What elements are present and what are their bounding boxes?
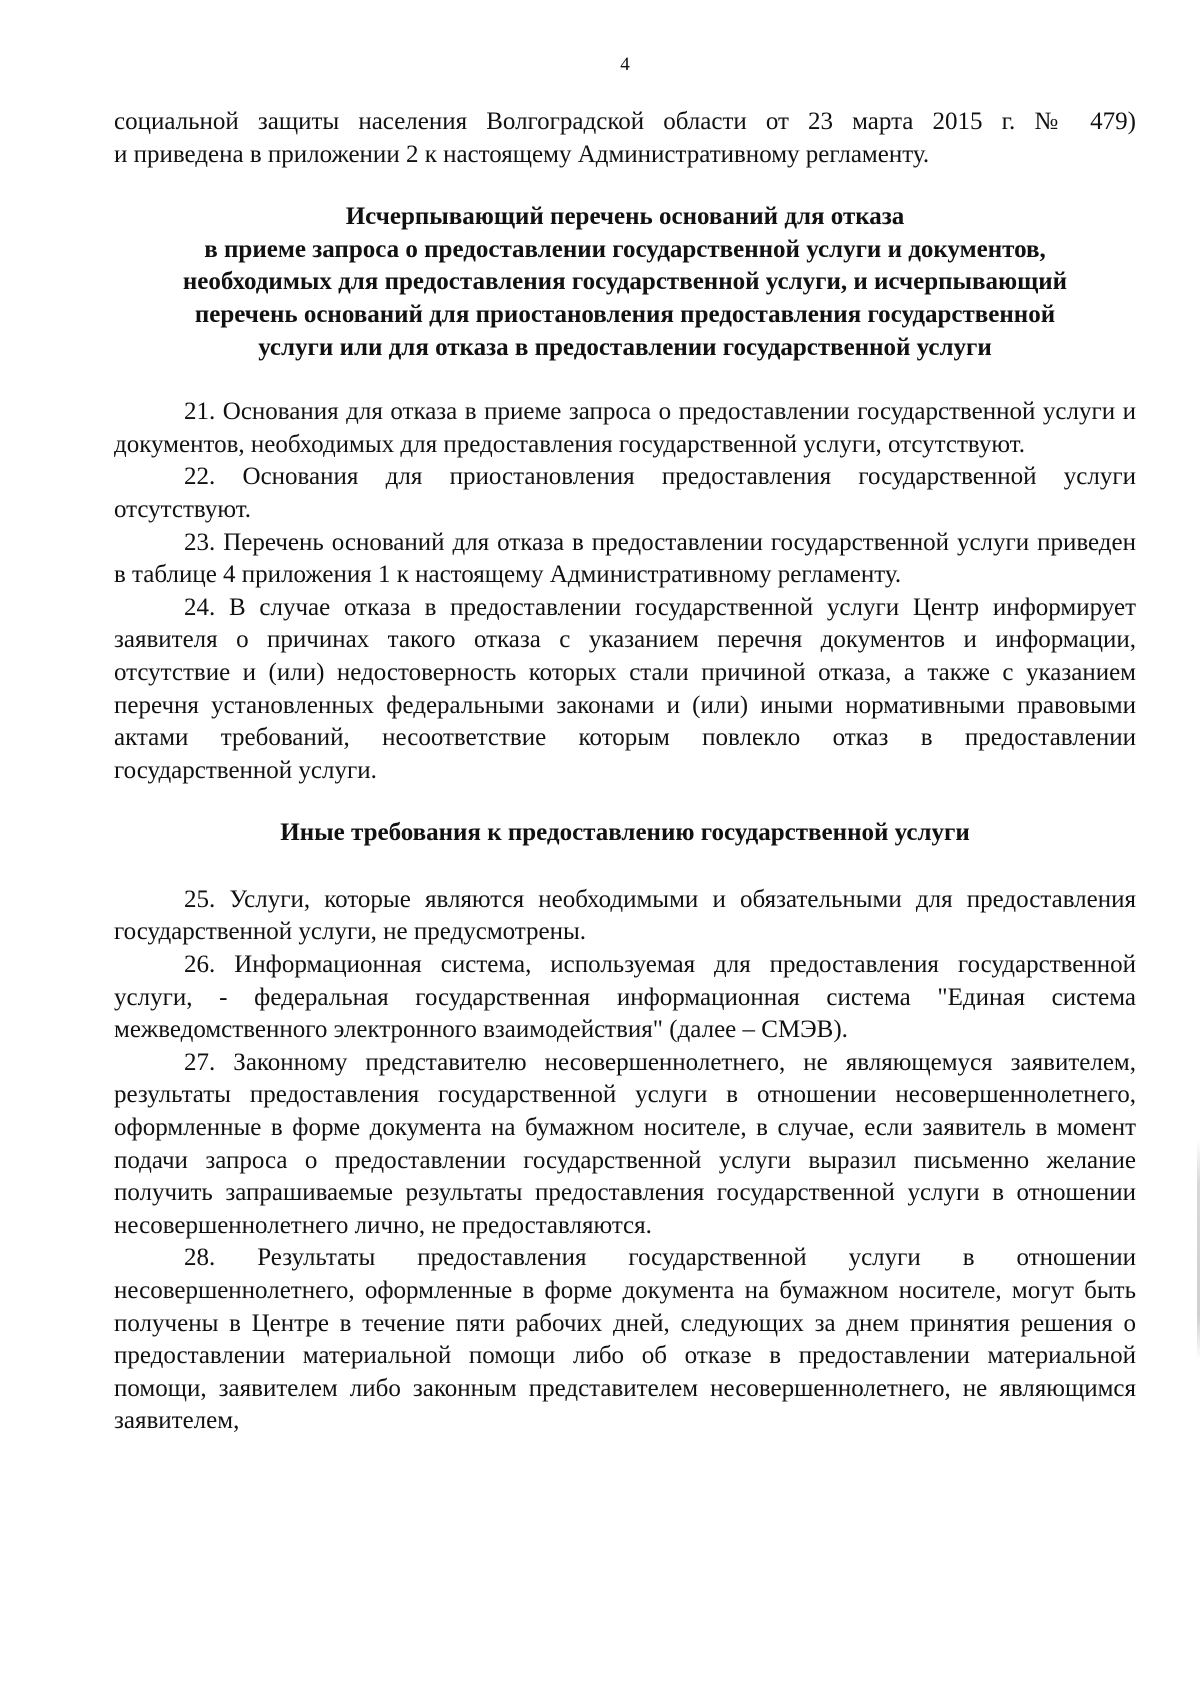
heading-line: услуги или для отказа в предоставлении государственной услуги — [258, 333, 992, 361]
paragraph-28: 28. Результаты предоставления государственной услуги в отношении несовершеннолетнего, оформленные в форме документа на бумажном носителе, могут быть получены в Центре в течение пяти рабочих дней, следующих за днем принятия решения о предоставлении материальной помощи либо об отказе в предоставлении материальной помощи, заявителем либо законным представителем несовершеннолетнего, не являющимся заявителем, — [114, 1244, 1136, 1435]
heading-line: в приеме запроса о предоставлении государственной услуги и документов, — [204, 235, 1046, 263]
heading-line: перечень оснований для приостановления предоставления государственной — [194, 300, 1056, 328]
heading-line: необходимых для предоставления государственной услуги, и исчерпывающий — [182, 268, 1068, 296]
paragraph-21: 21. Основания для отказа в приеме запроса о предоставлении государственной услуги и документов, необходимых для предоставления государственной услуги, отсутствуют. — [114, 398, 1136, 458]
paragraph-27: 27. Законному представителю несовершеннолетнего, не являющемуся заявителем, результаты предоставления государственной услуги в отношении несовершеннолетнего, оформленные в форме документа на бумажном носителе, в случае, если заявитель в момент подачи запроса о предоставлении государственной услуги выразил письменно желание получить запрашиваемые результаты предоставления государственной услуги в отношении несовершеннолетнего лично, не предоставляются. — [114, 1048, 1136, 1239]
paragraph-22: 22. Основания для приостановления предоставления государственной услуги отсутствуют. — [114, 463, 1136, 523]
intro-paragraph — [114, 106, 1136, 171]
intro-line-2: и приведена в приложении 2 к настоящему Административному регламенту. — [114, 140, 930, 168]
page-number: 4 — [620, 54, 630, 75]
section-heading-refusal-grounds — [114, 201, 1136, 364]
paragraph-25: 25. Услуги, которые являются необходимыми и обязательными для предоставления государственной услуги, не предусмотрены. — [114, 885, 1136, 946]
section-heading-other-requirements: Иные требования к предоставлению государственной услуги — [280, 819, 970, 847]
paragraph-23: 23. Перечень оснований для отказа в предоставлении государственной услуги приведен в таблице 4 приложения 1 к настоящему Административному регламенту. — [114, 528, 1136, 589]
document-page — [114, 52, 1136, 1438]
intro-line-1: социальной защиты населения Волгоградской области от 23 марта 2015 г. № 479) — [114, 108, 1136, 135]
paragraph-24: 24. В случае отказа в предоставлении государственной услуги Центр информирует заявителя о причинах такого отказа с указанием перечня документов и информации, отсутствие и (или) недостоверность которых стали причиной отказа, а также с указанием перечня установленных федеральными законами и (или) иными нормативными правовыми актами требований, несоответствие которым повлекло отказ в предоставлении государственной услуги. — [114, 593, 1136, 784]
heading-line: Исчерпывающий перечень оснований для отказа — [345, 203, 905, 231]
paragraph-26: 26. Информационная система, используемая для предоставления государственной услуги, - федеральная государственная информационная система "Единая система межведомственного электронного взаимодействия" (далее – СМЭВ). — [114, 951, 1136, 1044]
